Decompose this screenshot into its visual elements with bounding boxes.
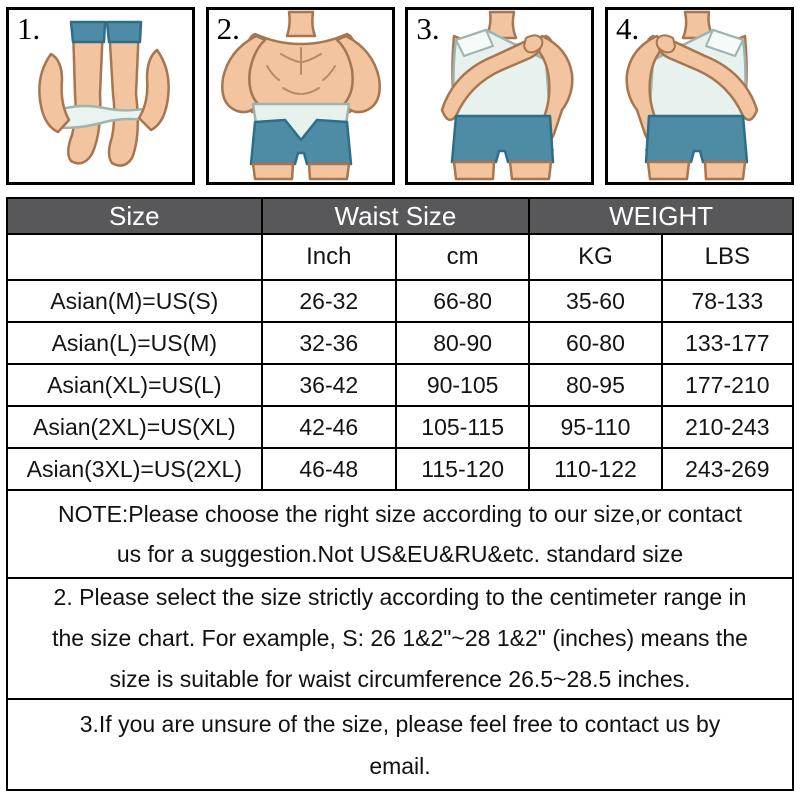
size-cell: Asian(3XL)=US(2XL) [7,448,262,490]
cm-cell: 90-105 [396,364,529,406]
lbs-cell: 210-243 [662,406,793,448]
note-line: 3.If you are unsure of the size, please feel free to contact us by [79,710,721,737]
inch-cell: 32-36 [262,322,396,364]
note-centimeter-range [6,577,794,700]
step-panel-4 [605,7,794,185]
kg-cell: 95-110 [529,406,661,448]
note-size-advice [6,489,794,579]
size-cell: Asian(L)=US(M) [7,322,262,364]
step-number-4: 4. [615,11,640,46]
note-line: the size chart. For example, S: 26 1&2"~28 1&2" (inches) means the [52,625,748,651]
inch-cell: 36-42 [262,364,396,406]
col-header-weight: WEIGHT [529,198,793,234]
note-line: NOTE:Please choose the right size according to our size,or contact [58,501,742,527]
size-chart-table [6,197,794,491]
step-number-1: 1. [17,11,41,46]
unit-cell-inch: Inch [262,234,396,280]
size-cell: Asian(M)=US(S) [7,280,262,322]
col-header-waist-size: Waist Size [262,198,530,234]
table-unit-row [7,234,793,280]
size-row-xl [7,364,793,406]
step-number-2: 2. [216,11,240,46]
lbs-cell: 78-133 [662,280,793,322]
size-cell: Asian(2XL)=US(XL) [7,406,262,448]
inch-cell: 42-46 [262,406,396,448]
step-panel-3 [405,7,594,185]
col-header-size: Size [7,198,262,234]
unit-cell-cm: cm [396,234,529,280]
step-panel-2 [206,7,395,185]
note-line: size is suitable for waist circumference 26.5~28.5 inches. [109,666,691,692]
unit-cell-empty [7,234,262,280]
step-number-3: 3. [416,11,440,46]
size-row-3xl [7,448,793,490]
cm-cell: 80-90 [396,322,529,364]
lbs-cell: 243-269 [662,448,793,490]
unit-cell-kg: KG [529,234,661,280]
inch-cell: 46-48 [262,448,396,490]
cm-cell: 105-115 [396,406,529,448]
cm-cell: 115-120 [396,448,529,490]
kg-cell: 110-122 [529,448,661,490]
size-row-l [7,322,793,364]
kg-cell: 80-95 [529,364,661,406]
cm-cell: 66-80 [396,280,529,322]
table-header-row [7,198,793,234]
inch-cell: 26-32 [262,280,396,322]
note-line: us for a suggestion.Not US&EU&RU&etc. standard size [116,541,684,567]
kg-cell: 60-80 [529,322,661,364]
size-row-2xl [7,406,793,448]
lbs-cell: 177-210 [662,364,793,406]
how-to-wear-steps [6,7,794,185]
lbs-cell: 133-177 [662,322,793,364]
step-panel-1 [6,7,195,185]
kg-cell: 35-60 [529,280,661,322]
note-line: email. [369,752,431,779]
size-guide-sheet [6,7,794,791]
size-cell: Asian(XL)=US(L) [7,364,262,406]
note-line: 2. Please select the size strictly according to the centimeter range in [53,584,747,610]
size-row-m [7,280,793,322]
unit-cell-lbs: LBS [662,234,793,280]
note-contact-by-email [6,698,794,791]
